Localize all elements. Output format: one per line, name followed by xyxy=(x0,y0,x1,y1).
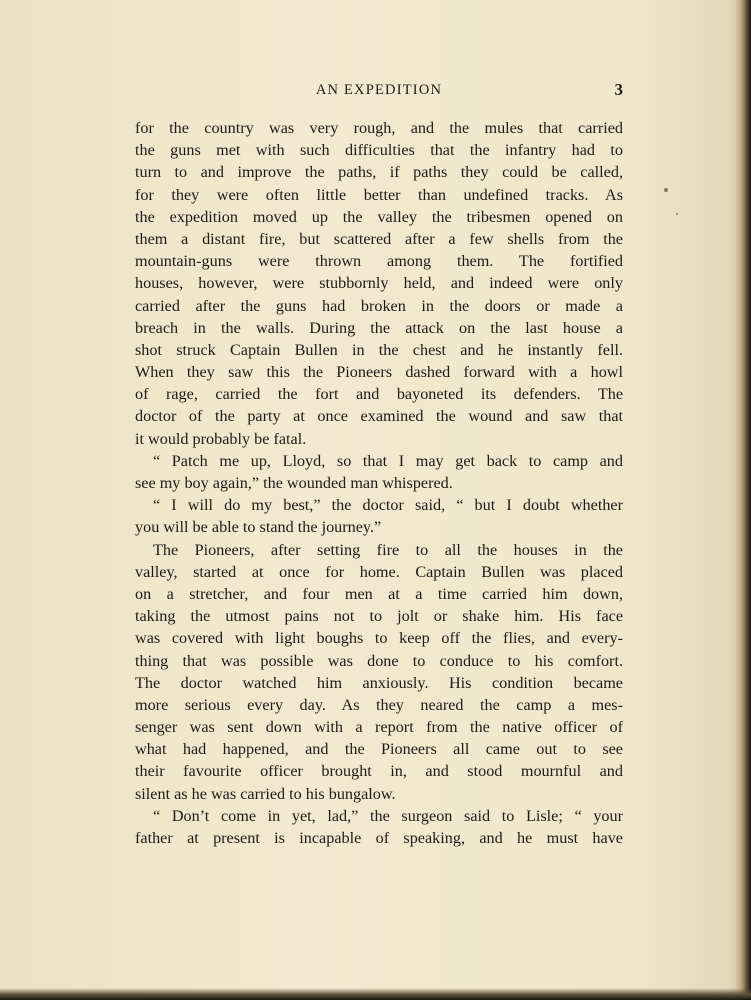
text-line: for the country was very rough, and the mules that carried xyxy=(135,119,623,137)
text-line: doctor of the party at once examined the wound and saw that xyxy=(135,407,623,426)
running-title: AN EXPEDITION xyxy=(315,82,443,98)
text-line: The doctor watched him anxiously. His condition became xyxy=(135,673,623,692)
text-line: “ Don’t come in yet, lad,” the surgeon said to Lisle; “ your xyxy=(153,806,623,825)
text-line: mountain-guns were thrown among them. The fortified xyxy=(135,252,623,271)
text-line: father at present is incapable of speaking, and he must have xyxy=(135,829,623,847)
text-line: what had happened, and the Pioneers all came out to see xyxy=(135,740,623,759)
text-line: “ Patch me up, Lloyd, so that I may get back to camp and xyxy=(153,451,623,470)
page-header xyxy=(135,80,623,104)
text-line: see my boy again,” the wounded man whispered. xyxy=(135,474,453,492)
text-line: shot struck Captain Bullen in the chest and he instantly fell. xyxy=(135,340,623,359)
text-line: taking the utmost pains not to jolt or shake him. His face xyxy=(135,607,623,626)
body-text xyxy=(135,117,623,849)
text-line: the guns met with such difficulties that the infantry had to xyxy=(135,141,623,160)
text-line: senger was sent down with a report from the native officer of xyxy=(135,718,623,737)
text-line: carried after the guns had broken in the doors or made a xyxy=(135,296,623,315)
text-line: When they saw this the Pioneers dashed forward with a howl xyxy=(135,363,623,382)
text-line: for they were often little better than undefined tracks. As xyxy=(135,185,623,204)
text-line: the expedition moved up the valley the tribesmen opened on xyxy=(135,207,623,226)
page-number: 3 xyxy=(614,80,623,99)
text-line: The Pioneers, after setting fire to all the houses in the xyxy=(153,540,623,559)
text-line: them a distant fire, but scattered after a few shells from the xyxy=(135,229,623,248)
text-line: more serious every day. As they neared the camp a mes- xyxy=(135,695,623,714)
text-line: breach in the walls. During the attack on the last house a xyxy=(135,318,623,337)
text-line: their favourite officer brought in, and stood mournful and xyxy=(135,762,623,781)
text-line: houses, however, were stubbornly held, and indeed were only xyxy=(135,274,623,293)
text-line: of rage, carried the fort and bayoneted its defenders. The xyxy=(135,385,623,404)
text-line: thing that was possible was done to conduce to his comfort. xyxy=(135,651,623,670)
text-line: it would probably be fatal. xyxy=(135,429,307,448)
text-line: “ I will do my best,” the doctor said, “ but I doubt whether xyxy=(153,496,623,515)
text-line: on a stretcher, and four men at a time carried him down, xyxy=(135,584,623,603)
paper-speck xyxy=(664,188,668,192)
paper-speck xyxy=(676,213,678,215)
page-edge-shadow-bottom xyxy=(0,988,751,1000)
text-line: you will be able to stand the journey.” xyxy=(135,518,382,537)
page-edge-shadow-right xyxy=(735,0,751,1000)
text-line: silent as he was carried to his bungalow. xyxy=(135,784,396,803)
text-line: was covered with light boughs to keep off the flies, and every- xyxy=(135,629,623,648)
text-line: valley, started at once for home. Captain Bullen was placed xyxy=(135,562,623,581)
text-line: turn to and improve the paths, if paths they could be called, xyxy=(135,163,623,182)
